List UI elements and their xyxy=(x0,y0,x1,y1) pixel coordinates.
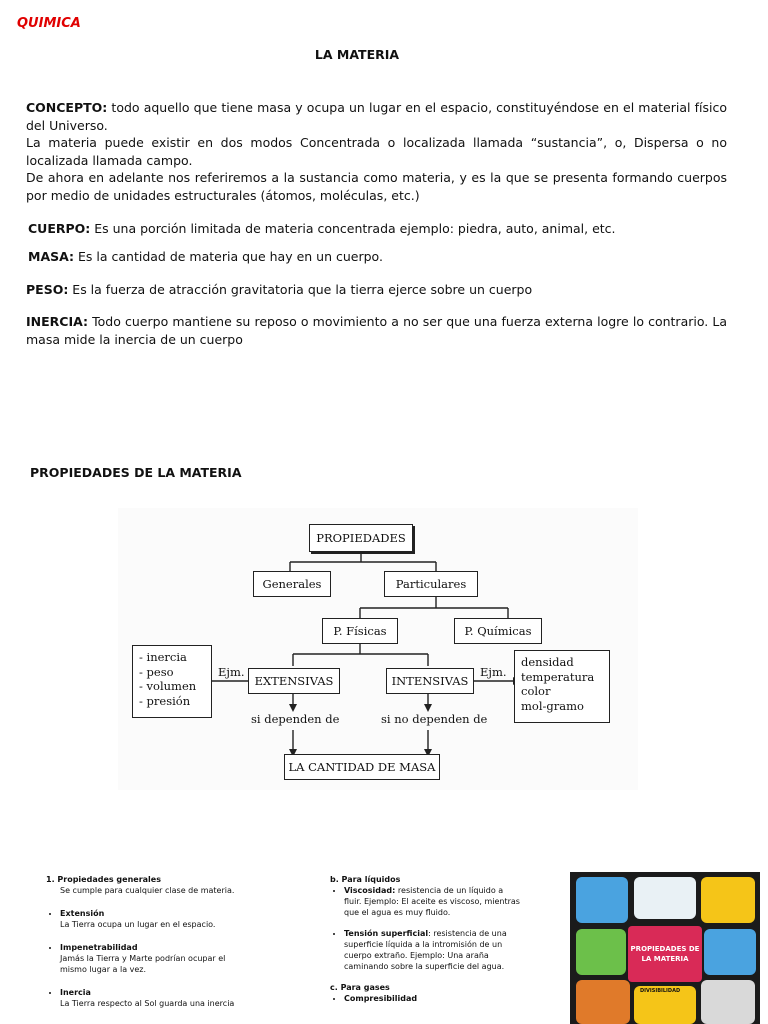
box-fisicas: P. Físicas xyxy=(322,618,398,644)
definition-text: Es la fuerza de atracción gravitatoria que la tierra ejerce sobre un cuerpo xyxy=(68,282,533,297)
poster-tile xyxy=(701,877,755,923)
definition-label: INERCIA: xyxy=(26,314,89,329)
properties-diagram xyxy=(118,508,638,790)
concepto-label: CONCEPTO: xyxy=(26,100,108,115)
ejm-left-label: Ejm. xyxy=(218,665,245,679)
box-quimicas: P. Químicas xyxy=(454,618,542,644)
intro-line-3: De ahora en adelante nos referiremos a la sustancia como materia, y es la que se presenta formando cuerpos por medio de unidades estructurales (átomos, moléculas, etc.) xyxy=(26,170,727,203)
property-text: : resistencia de una superficie líquida a la intromisión de un cuerpo extraño. Ejemplo: Una araña caminando sobre la superficie del agua. xyxy=(344,929,507,971)
excerpt-subtitle: Se cumple para cualquier clase de materia. xyxy=(60,886,235,895)
poster-tile xyxy=(634,877,696,919)
poster-tile xyxy=(576,980,630,1024)
definition-peso xyxy=(26,281,727,299)
example-item: temperatura xyxy=(521,669,595,684)
section-title: PROPIEDADES DE LA MATERIA xyxy=(30,465,242,480)
ejm-right-label: Ejm. xyxy=(480,665,507,679)
definition-text: Es una porción limitada de materia concentrada ejemplo: piedra, auto, animal, etc. xyxy=(90,221,616,236)
example-item: - volumen xyxy=(139,679,197,693)
poster-tile xyxy=(701,980,755,1024)
definition-cuerpo xyxy=(28,220,727,238)
course-label: QUIMICA xyxy=(17,16,81,31)
box-particulares: Particulares xyxy=(384,571,478,597)
properties-poster-image xyxy=(570,872,760,1024)
property-name: Extensión xyxy=(60,909,105,918)
definition-masa xyxy=(28,248,727,266)
box-generales: Generales xyxy=(253,571,331,597)
si-dependen-label: si dependen de xyxy=(251,712,340,726)
property-name: Impenetrabilidad xyxy=(60,943,138,952)
property-name: Compresibilidad xyxy=(344,994,418,1003)
box-propiedades: PROPIEDADES xyxy=(309,524,413,552)
property-text: resistencia de un líquido a fluir. Ejemplo: El aceite es viscoso, mientras que el agua es muy fluido. xyxy=(344,886,520,917)
example-item: - peso xyxy=(139,664,174,679)
excerpt-heading: 1. Propiedades generales xyxy=(46,875,161,884)
property-name: Viscosidad: xyxy=(344,886,396,895)
specific-properties-excerpt xyxy=(330,874,520,1004)
poster-tile xyxy=(704,929,756,975)
general-properties-excerpt xyxy=(46,874,236,1009)
definition-text: Todo cuerpo mantiene su reposo o movimiento a no ser que una fuerza externa logre lo contrario. La masa mide la inercia de un cuerpo xyxy=(26,314,727,347)
example-item: color xyxy=(521,684,551,698)
extensive-examples xyxy=(132,645,212,718)
excerpt-heading: c. Para gases xyxy=(330,983,390,992)
no-dependen-label: si no dependen de xyxy=(381,712,488,726)
poster-tile xyxy=(576,877,628,923)
excerpt-heading: b. Para líquidos xyxy=(330,875,401,884)
page-title: LA MATERIA xyxy=(314,47,400,62)
poster-label: DIVISIBILIDAD xyxy=(640,988,681,994)
property-text: Jamás la Tierra y Marte podrían ocupar el mismo lugar a la vez. xyxy=(60,954,226,974)
intro-line-2: La materia puede existir en dos modos Concentrada o localizada llamada “sustancia”, o, Dispersa o no localizada llamada campo. xyxy=(26,135,727,168)
poster-tile xyxy=(576,929,626,975)
intro-paragraph xyxy=(26,99,727,204)
box-cantidad-masa: LA CANTIDAD DE MASA xyxy=(284,754,440,780)
box-extensivas: EXTENSIVAS xyxy=(248,668,340,694)
concepto-text: todo aquello que tiene masa y ocupa un lugar en el espacio, constituyéndose en el material físico del Universo. xyxy=(26,100,727,133)
example-item: densidad xyxy=(521,655,574,669)
definition-text: Es la cantidad de materia que hay en un cuerpo. xyxy=(74,249,383,264)
property-name: Tensión superficial xyxy=(344,929,429,938)
definition-label: MASA: xyxy=(28,249,75,264)
example-item: mol-gramo xyxy=(521,698,584,713)
example-item: - inercia xyxy=(139,650,187,664)
intensive-examples xyxy=(514,650,610,723)
poster-center-title: PROPIEDADES DE LA MATERIA xyxy=(628,926,702,982)
property-text: La Tierra ocupa un lugar en el espacio. xyxy=(60,920,216,929)
definition-label: CUERPO: xyxy=(28,221,91,236)
box-intensivas: INTENSIVAS xyxy=(386,668,474,694)
definition-inercia xyxy=(26,313,727,348)
property-name: Inercia xyxy=(60,988,91,997)
definition-label: PESO: xyxy=(26,282,69,297)
property-text: La Tierra respecto al Sol guarda una inercia xyxy=(60,999,235,1008)
example-item: - presión xyxy=(139,693,191,708)
